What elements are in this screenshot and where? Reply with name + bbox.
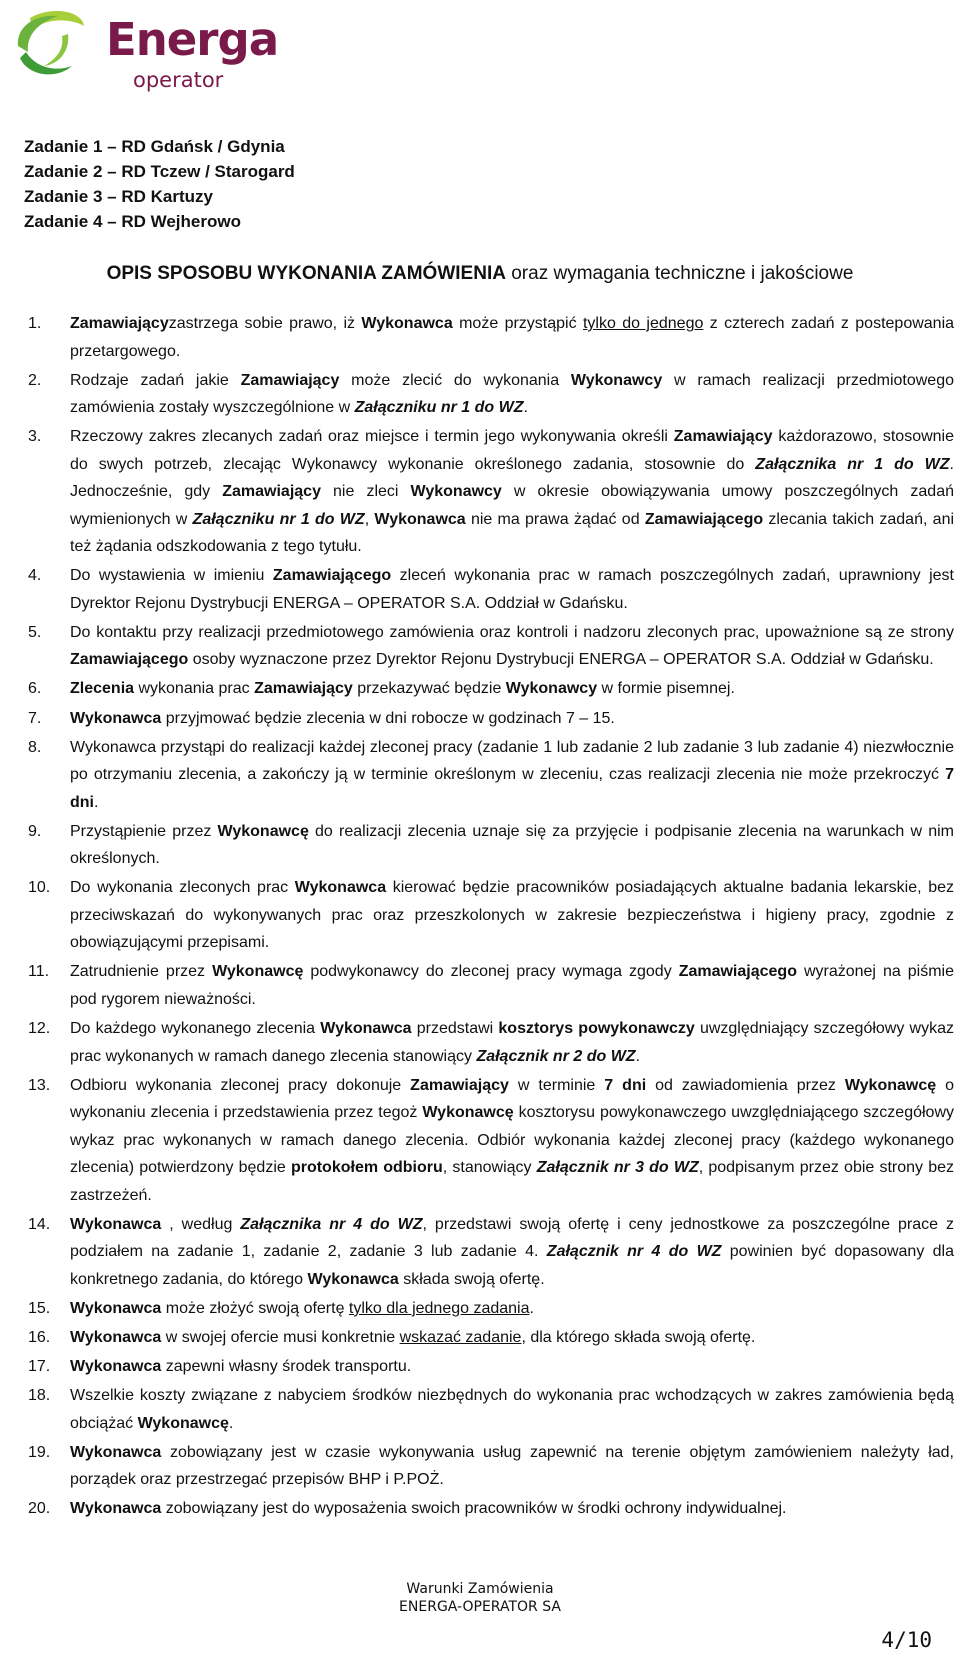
logo-subtitle: operator <box>133 68 224 92</box>
item-number: 7. <box>28 709 42 727</box>
list-item <box>28 958 954 1013</box>
item-text: w okresie obowiązywania umowy poszczególnych zadań wymienionych w <box>70 483 954 528</box>
item-text: Zamawiający <box>240 371 340 389</box>
energa-swirl-icon <box>10 6 100 86</box>
item-text: Do wykonania zleconych prac <box>70 879 295 897</box>
heading-bold: OPIS SPOSOBU WYKONANIA ZAMÓWIENIA <box>106 263 506 284</box>
item-number: 10. <box>28 879 51 897</box>
item-text: zastrzega sobie prawo, iż <box>168 315 362 332</box>
item-text: każdorazowo, stosownie do swych potrzeb, zlecając Wykonawcy wykonanie określonego zadania, stosownie do <box>70 428 954 473</box>
item-text: Zamawiający <box>410 1076 509 1094</box>
task-line: Zadanie 1 – RD Gdańsk / Gdynia <box>24 137 285 156</box>
item-text: wykonania prac <box>134 680 255 698</box>
item-number: 11. <box>28 963 50 981</box>
item-number: 17. <box>28 1358 51 1375</box>
item-text: w formie pisemnej. <box>597 680 735 698</box>
item-text: . <box>635 1047 641 1065</box>
list-item <box>28 705 954 733</box>
item-text: Wykonawcy <box>570 371 663 389</box>
task-line: Zadanie 2 – RD Tczew / Starogard <box>24 162 295 181</box>
item-text: , <box>364 510 375 528</box>
item-text: Wykonawcy <box>410 483 502 501</box>
item-text: może przystąpić <box>452 315 583 332</box>
task-list <box>24 134 295 234</box>
item-text: tylko dla jednego zadania <box>348 1299 530 1317</box>
item-text: w terminie <box>508 1076 605 1094</box>
item-text: Wykonawca <box>70 1328 162 1346</box>
item-text: Wykonawca <box>70 1443 162 1461</box>
item-text: Wykonawca <box>70 709 162 727</box>
item-text: kosztorys powykonawczy <box>498 1020 695 1038</box>
item-text: może złożyć swoją ofertę <box>161 1299 349 1317</box>
item-text: przedstawi <box>411 1020 499 1038</box>
item-text: osoby wyznaczone przez Dyrektor Rejonu Dystrybucji ENERGA – OPERATOR S.A. Oddział w Gdańsku. <box>188 651 934 669</box>
item-text: Załącznika nr 1 do WZ <box>755 455 950 473</box>
item-text: Wykonawca <box>374 510 466 528</box>
item-text: , stanowiący <box>442 1159 537 1177</box>
item-text: zobowiązany jest do wyposażenia swoich pracowników w środki ochrony indywidualnej. <box>161 1500 787 1518</box>
item-text: Wykonawcę <box>217 822 309 840</box>
heading-rest: oraz wymagania techniczne i jakościowe <box>505 263 854 284</box>
item-text: zlecania takich zadań, ani też żądania odszkodowania z tego tytułu. <box>70 510 955 556</box>
list-item <box>28 1211 954 1294</box>
item-text: kierować będzie pracowników posiadających aktualne badania lekarskie, bez przeciwskazań do wykonywanych prac oraz przeszkolonych w zakresie bezpieczeństwa i higieny pracy, zgodnie z obowiązującymi przepisami. <box>70 879 954 952</box>
list-item <box>28 1295 954 1323</box>
list-item <box>28 874 954 957</box>
footer-line: Warunki Zamówienia <box>406 1581 554 1597</box>
item-text: Wykonawcę <box>212 963 304 981</box>
item-text: , przedstawi swoją ofertę i ceny jednostkowe za poszczególne prace z podziałem na zadanie 1, zadanie 2, zadanie 3 lub zadanie 4. <box>70 1215 955 1261</box>
item-text: Przystąpienie przez <box>70 822 218 840</box>
item-number: 8. <box>28 738 42 756</box>
list-item <box>28 818 954 873</box>
item-text: od zawiadomienia przez <box>646 1076 845 1094</box>
item-text: Zamawiającego <box>70 651 189 669</box>
item-text: uwzględniający szczegółowy wykaz prac wykonanych w ramach danego zlecenia stanowiący <box>70 1020 954 1065</box>
list-item <box>28 1015 954 1070</box>
item-text: zapewni własny środek transportu. <box>161 1358 412 1375</box>
item-text: Wykonawca <box>70 1299 162 1317</box>
item-text: kosztorysu powykonawczego uwzględniającego szczegółowy wykaz prac wykonanych w ramach danego zlecenia. Odbiór wykonania każdej zleconej pracy (każdego wykonanego zlecenia) potwierdzony będzie <box>70 1104 954 1177</box>
item-text: Zamawiający <box>673 428 773 446</box>
item-text: Wykonawca <box>320 1020 412 1038</box>
list-item <box>28 1495 954 1523</box>
list-item <box>28 1353 954 1381</box>
item-text: . <box>529 1299 534 1317</box>
item-text: wyrażonej na piśmie pod rygorem nieważności. <box>70 963 955 1008</box>
item-text: Załączniku nr 1 do WZ <box>192 510 365 528</box>
item-number: 2. <box>28 371 42 389</box>
item-text: przekazywać będzie <box>352 680 506 698</box>
item-number: 16. <box>28 1328 51 1346</box>
item-text: Wykonawca <box>361 315 453 332</box>
item-text: Wykonawcę <box>422 1104 514 1122</box>
item-text: Wykonawca <box>70 1358 162 1375</box>
item-text: Wszelkie koszty związane z nabyciem środków niezbędnych do wykonania prac wchodzących w zakres zamówienia będą obciążać <box>70 1387 954 1432</box>
item-text: do realizacji zlecenia uznaje się za przyjęcie i podpisanie zlecenia na warunkach w nim określonych. <box>70 822 954 868</box>
item-text: powinien być dopasowany dla konkretnego zadania, do którego <box>70 1243 955 1288</box>
item-text: Wykonawcę <box>137 1414 229 1432</box>
energa-logo <box>10 6 279 92</box>
item-text: , podpisanym przez obie strony bez zastrzeżeń. <box>70 1159 954 1204</box>
item-text: podwykonawcy do zleconej pracy wymaga zgody <box>303 963 679 981</box>
item-text: tylko do jednego <box>582 315 704 332</box>
item-text: Załączniku nr 1 do WZ <box>354 399 524 417</box>
item-number: 9. <box>28 822 42 840</box>
item-text: . <box>94 793 99 811</box>
item-text: protokołem odbioru <box>290 1159 443 1177</box>
task-line: Zadanie 4 – RD Wejherowo <box>24 212 241 231</box>
list-item <box>28 619 954 674</box>
list-item <box>28 734 954 817</box>
item-text: Wykonawcę <box>844 1076 937 1094</box>
item-number: 15. <box>28 1299 51 1317</box>
item-text: , według <box>161 1215 241 1233</box>
item-number: 3. <box>28 428 42 446</box>
item-number: 12. <box>28 1020 51 1038</box>
list-item <box>28 423 954 561</box>
item-text: nie ma prawa żądać od <box>465 510 645 528</box>
item-text: z czterech zadań z postepowania przetargowego. <box>70 315 955 360</box>
item-number: 13. <box>28 1076 51 1094</box>
item-text: wskazać zadanie <box>399 1328 522 1346</box>
list-item <box>28 367 954 422</box>
item-text: Zatrudnienie przez <box>70 963 213 981</box>
item-text: Do każdego wykonanego zlecenia <box>70 1020 321 1038</box>
list-item <box>28 1439 954 1494</box>
item-text: w swojej ofercie musi konkretnie <box>161 1328 400 1346</box>
list-item <box>28 675 954 703</box>
logo-wordmark: Energa <box>106 13 279 66</box>
section-heading <box>0 262 960 286</box>
item-text: Zamawiający <box>254 680 353 698</box>
item-number: 19. <box>28 1443 51 1461</box>
item-text: zleceń wykonania prac w ramach poszczególnych zadań, uprawniony jest Dyrektor Rejonu Dystrybucji ENERGA – OPERATOR S.A. Oddział w Gdańsku. <box>70 567 955 612</box>
item-text: Zamawiającego <box>644 510 764 528</box>
item-text: Do wystawienia w imieniu <box>70 567 273 585</box>
item-text: Do kontaktu przy realizacji przedmiotowego zamówienia oraz kontroli i nadzoru zleconych prac, upoważnione są ze strony <box>70 623 954 641</box>
page-number: 4/10 <box>881 1628 932 1652</box>
item-text: Załącznik nr 4 do WZ <box>546 1243 722 1261</box>
item-text: . <box>523 399 528 417</box>
item-text: , dla którego składa swoją ofertę. <box>521 1328 756 1346</box>
item-text: Rodzaje zadań jakie <box>70 371 241 389</box>
item-number: 1. <box>28 315 42 332</box>
item-number: 4. <box>28 567 42 585</box>
item-number: 18. <box>28 1387 51 1405</box>
task-line: Zadanie 3 – RD Kartuzy <box>24 187 213 206</box>
item-text: Załącznik nr 2 do WZ <box>476 1047 636 1065</box>
list-item <box>28 1382 954 1437</box>
item-text: Zamawiającego <box>678 963 797 981</box>
item-number: 14. <box>28 1215 51 1233</box>
item-text: przyjmować będzie zlecenia w dni robocze w godzinach 7 – 15. <box>161 709 615 727</box>
item-text: nie zleci <box>320 483 411 501</box>
list-item <box>28 562 954 617</box>
item-text: . Jednocześnie, gdy <box>70 455 954 501</box>
item-text: . <box>228 1414 234 1432</box>
item-text: Zamawiającego <box>272 567 392 585</box>
page-footer <box>0 1580 960 1616</box>
item-text: w ramach realizacji przedmiotowego zamówienia zostały wyszczególnione w <box>70 371 954 417</box>
list-item <box>28 1072 954 1210</box>
item-text: Zamawiający <box>70 315 169 332</box>
item-text: Wykonawca <box>70 1500 162 1518</box>
item-text: Zlecenia <box>70 680 135 698</box>
item-text: Wykonawca przystąpi do realizacji każdej zleconej pracy (zadanie 1 lub zadanie 2 lub zadanie 3 lub zadanie 4) niezwłocznie po otrzymaniu zlecenia, a zakończy ją w terminie określonym w zleceniu, czas realizacji zlecenia nie może przekroczyć <box>70 738 954 784</box>
item-text: może zlecić do wykonania <box>339 371 571 389</box>
item-text: Wykonawca <box>70 1215 162 1233</box>
item-text: Załącznika nr 4 do WZ <box>240 1215 423 1233</box>
item-text: 7 dni <box>70 766 954 811</box>
item-text: Wykonawcy <box>505 680 598 698</box>
item-text: Wykonawca <box>307 1270 399 1288</box>
item-text: Rzeczowy zakres zlecanych zadań oraz miejsce i termin jego wykonywania określi <box>70 428 674 446</box>
list-item <box>28 310 954 365</box>
item-text: zobowiązany jest w czasie wykonywania usług zapewnić na terenie objętym zamówieniem należyty ład, porządek oraz przestrzegać przepisów BHP i P.POŻ. <box>70 1443 954 1489</box>
item-text: Odbioru wykonania zleconej pracy dokonuje <box>70 1076 411 1094</box>
footer-line: ENERGA-OPERATOR SA <box>399 1599 561 1615</box>
item-text: Wykonawca <box>294 879 387 897</box>
requirements-list <box>28 310 954 1524</box>
item-number: 6. <box>28 680 42 698</box>
item-text: składa swoją ofertę. <box>398 1270 545 1288</box>
list-item <box>28 1324 954 1352</box>
item-number: 20. <box>28 1500 51 1518</box>
item-text: Załącznik nr 3 do WZ <box>536 1159 699 1177</box>
item-number: 5. <box>28 623 42 641</box>
item-text: 7 dni <box>604 1076 647 1094</box>
item-text: Zamawiający <box>222 483 321 501</box>
item-text: o wykonaniu zlecenia i przedstawienia przez tegoż <box>70 1076 954 1122</box>
